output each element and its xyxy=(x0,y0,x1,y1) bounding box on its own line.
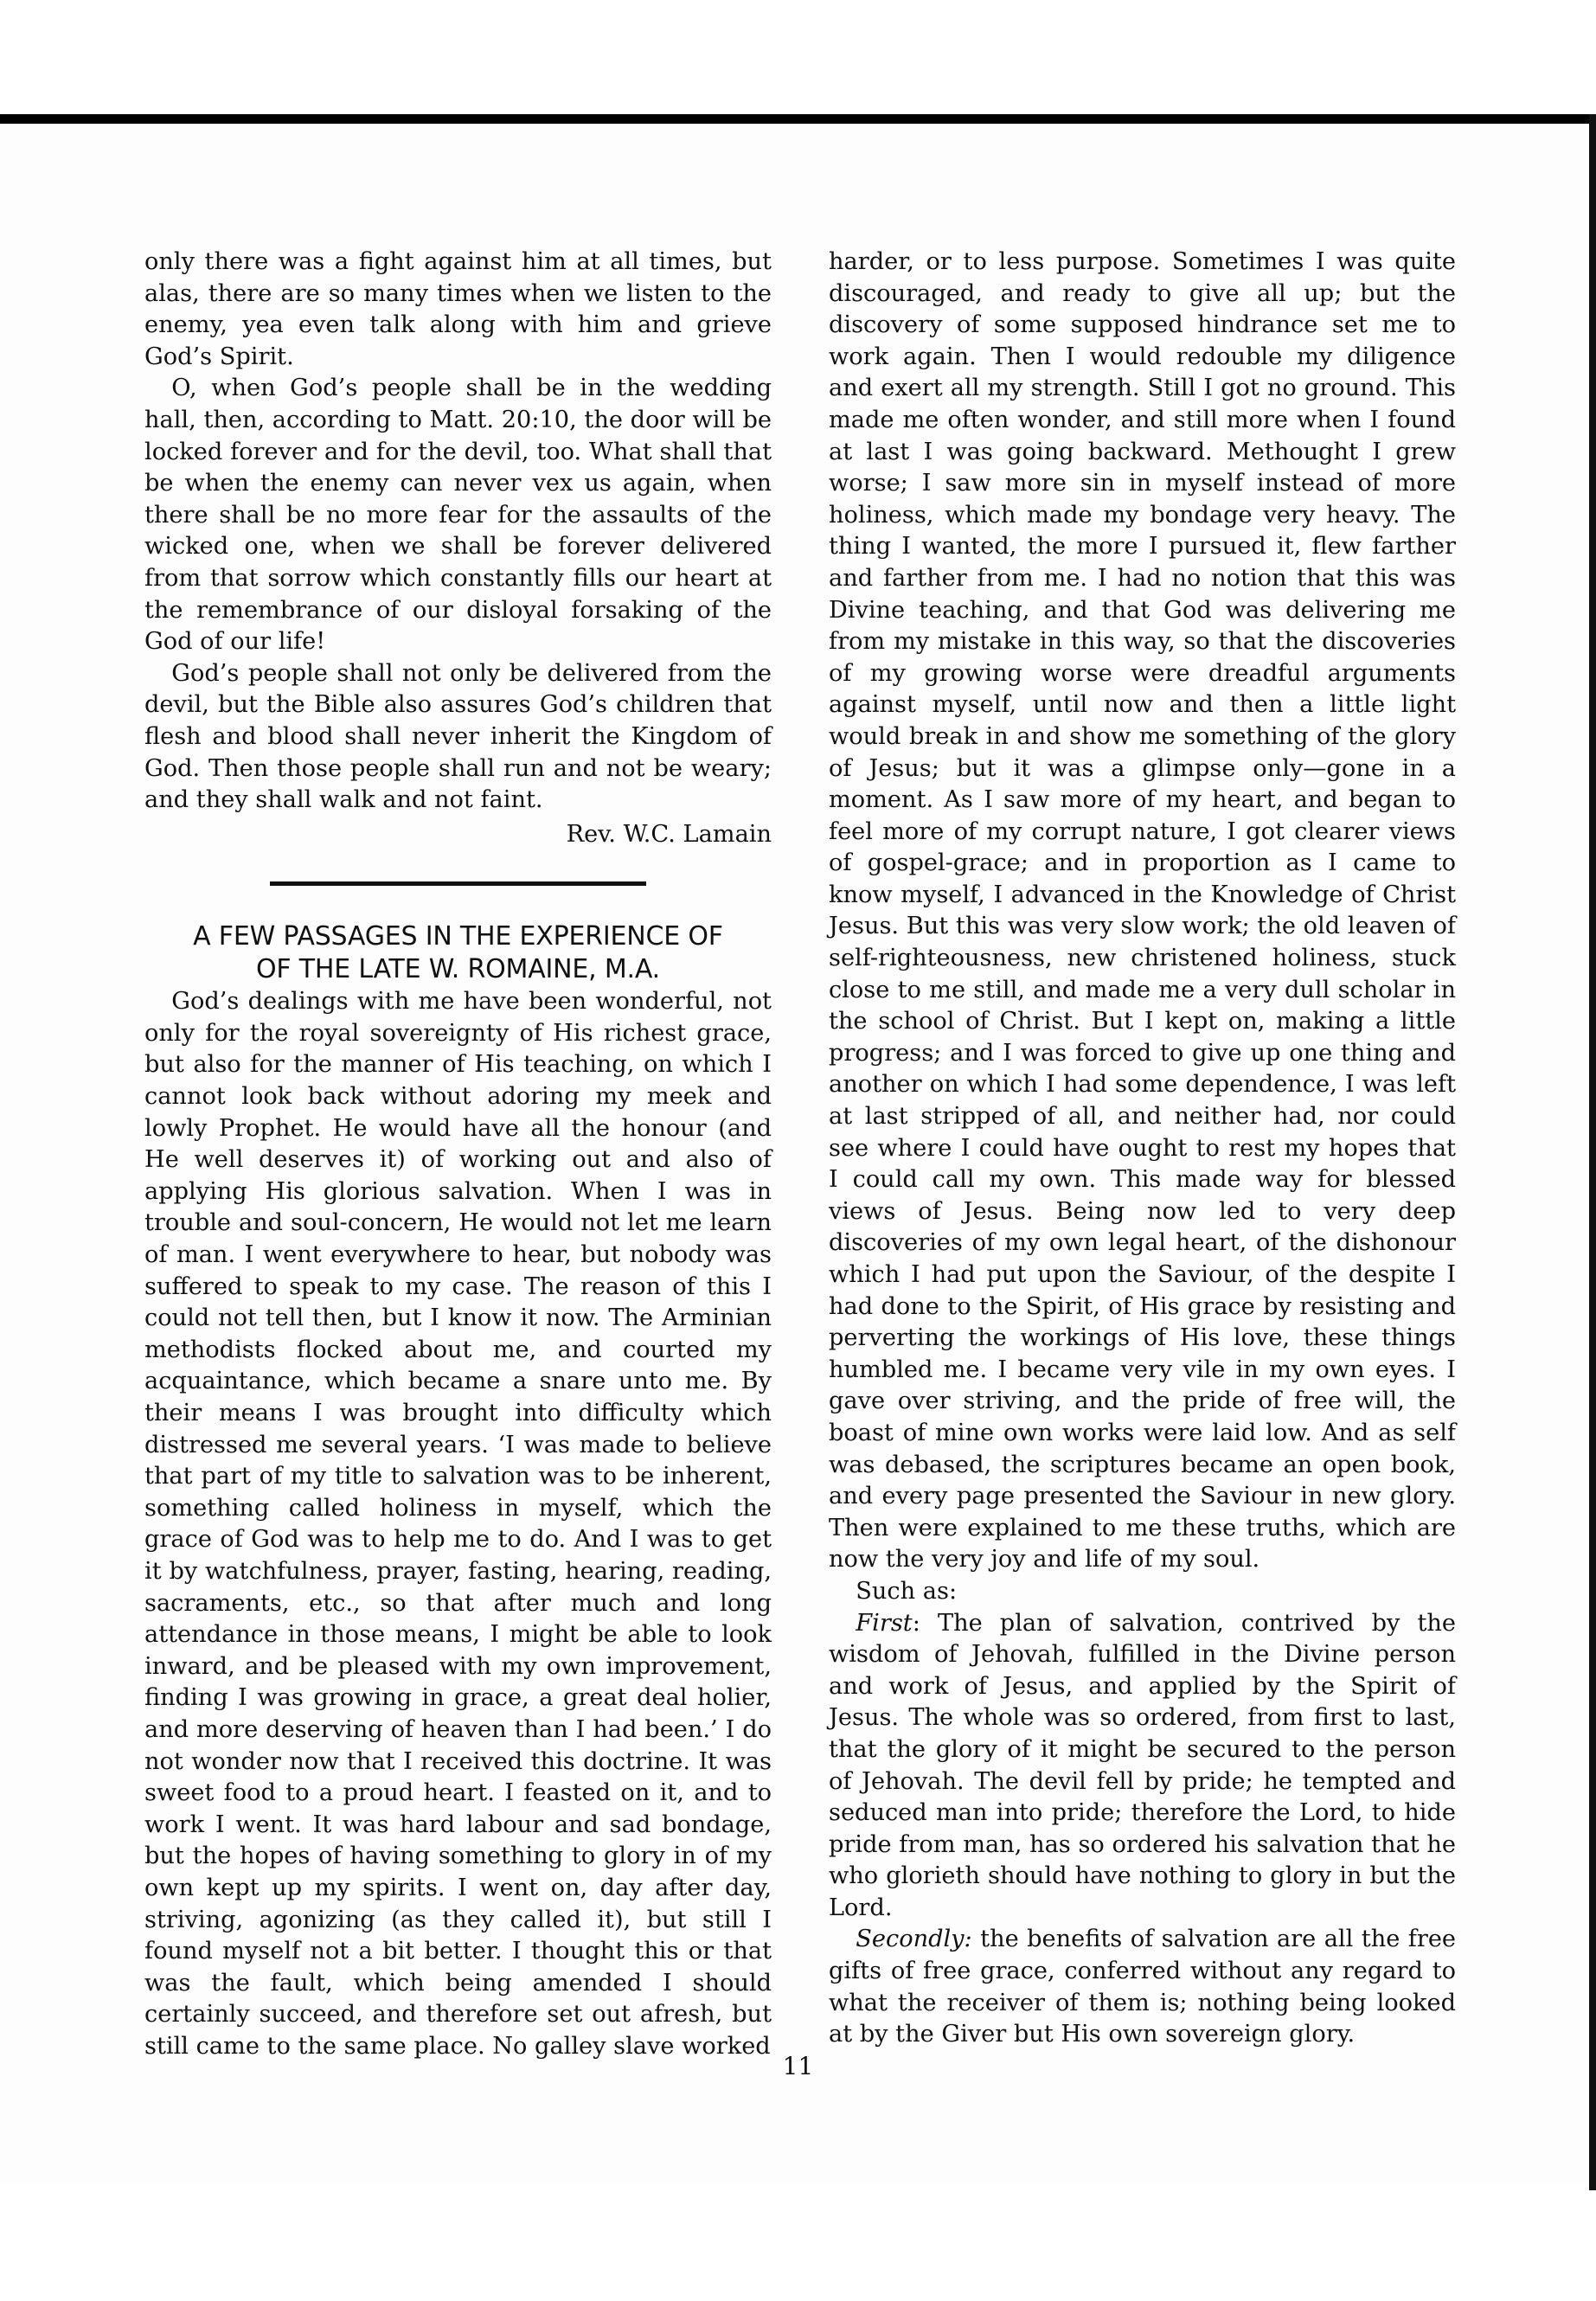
page-top-margin xyxy=(0,0,1596,114)
paragraph: only there was a fight against him at all times, but alas, there are so many times when we listen to the enemy, yea even talk along with him and grieve God’s Spirit. xyxy=(144,248,772,370)
paragraph: O, when God’s people shall be in the wedding hall, then, according to Matt. 20:10, the door will be locked forever and for the devil, too. What shall that be when the enemy can never vex us again, when there shall be no more fear for the assaults of the wicked one, when we shall be forever delivered from that sorrow which constantly fills our heart at the remembrance of our disloyal forsaking of the God of our life! xyxy=(144,375,772,656)
left-column xyxy=(144,247,772,2062)
author-signature: Rev. W.C. Lamain xyxy=(566,820,772,848)
paragraph: God’s dealings with me have been wonderful, not only for the royal sovereignty of His richest grace, but also for the manner of His teaching, on which I cannot look back without adoring my meek and lowly Prophet. He would have all the honour (and He well deserves it) of working out and also of applying His glorious salvation. When I was in trouble and soul-concern, He would not let me learn of man. I went everywhere to hear, but nobody was suffered to speak to my case. The reason of this I could not tell then, but I know it now. The Arminian methodists flocked about me, and courted my acquaintance, which became a snare unto me. By their means I was brought into difficulty which distressed me several years. ‘I was made to believe that part of my title to salvation was to be inherent, something called holiness in myself, which the grace of God was to help me to do. And I was to get it by watchfulness, prayer, fasting, hearing, reading, sacraments, etc., so that after much and long attendance in those means, I might be able to look inward, and be pleased with my own improvement, finding I was growing in grace, a great deal holier, and more deserving of heaven than I had been.’ I do not wonder now that I received this doctrine. It was sweet food to a proud heart. I feasted on it, and to work I went. It was hard labour and sad bondage, but the hopes of having something to glory in of my own kept up my spirits. I went on, day after day, striving, agonizing (as they called it), but still I found myself not a bit better. I thought this or that was the fault, which being amended I should certainly succeed, and therefore set out afresh, but still came to the same place. No galley slave worked xyxy=(144,988,772,2060)
section-divider xyxy=(270,881,646,886)
article-title-line-2: OF THE LATE W. ROMAINE, M.A. xyxy=(255,954,661,985)
emphasis-secondly: Secondly: xyxy=(856,1926,972,1953)
paragraph-text: the benefits of salvation are all the free gifts of free grace, conferred without any regard to what the receiver of them is; nothing being looked at by the Giver but His own sovereign glory. xyxy=(829,1926,1456,2048)
paragraph xyxy=(829,1924,1456,2050)
article-title xyxy=(144,920,772,986)
paragraph: Such as: xyxy=(856,1577,958,1605)
scan-top-border xyxy=(0,114,1596,124)
paragraph: God’s people shall not only be delivered from the devil, but the Bible also assures God’s children that flesh and blood shall never inherit the Kingdom of God. Then those people shall run and not be weary; and they shall walk and not faint. xyxy=(144,659,772,814)
paragraph: harder, or to less purpose. Sometimes I was quite discouraged, and ready to give all up; but the discovery of some supposed hindrance set me to work again. Then I would redouble my diligence and exert all my strength. Still I got no ground. This made me often wonder, and still more when I found at last I was going backward. Methought I grew worse; I saw more sin in myself instead of more holiness, which made my bondage very heavy. The thing I wanted, the more I pursued it, flew farther and farther from me. I had no notion that this was Divine teaching, and that God was delivering me from my mistake in this way, so that the discoveries of my growing worse were dreadful arguments against myself, until now and then a little light would break in and show me something of the glory of Jesus; but it was a glimpse only—gone in a moment. As I saw more of my heart, and began to feel more of my corrupt nature, I got clearer views of gospel-grace; and in proportion as I came to know myself, I advanced in the Knowledge of Christ Jesus. But this was very slow work; the old leaven of self-righteousness, new christened holiness, stuck close to me still, and made me a very dull scholar in the school of Christ. But I kept on, making a little progress; and I was forced to give up one thing and another on which I had some dependence, I was left at last stripped of all, and neither had, nor could see where I could have ought to rest my hopes that I could call my own. This made way for blessed views of Jesus. Being now led to very deep discoveries of my own legal heart, of the dishonour which I had put upon the Saviour, of the despite I had done to the Spirit, of His grace by resisting and perverting the workings of His love, these things humbled me. I became very vile in my own eyes. I gave over striving, and the pride of free will, the boast of mine own works were laid low. And as self was debased, the scriptures became an open book, and every page presented the Saviour in new glory. Then were explained to me these truths, which are now the very joy and life of my soul. xyxy=(829,248,1456,1574)
paragraph xyxy=(829,1608,1456,1925)
scan-right-border xyxy=(1589,114,1596,2190)
right-column xyxy=(829,247,1456,2051)
paragraph-text: : The plan of salvation, contrived by the wisdom of Jehovah, fulfilled in the Divine person and work of Jesus, and applied by the Spirit of Jesus. The whole was so ordered, from first to last, that the glory of it might be secured to the person of Jehovah. The devil fell by pride; he tempted and seduced man into pride; therefore the Lord, to hide pride from man, has so ordered his salvation that he who glorieth should have nothing to glory in but the Lord. xyxy=(829,1609,1456,1921)
page-number: 11 xyxy=(782,2052,814,2080)
emphasis-first: First xyxy=(856,1609,913,1637)
article-title-line-1: A FEW PASSAGES IN THE EXPERIENCE OF xyxy=(193,921,723,952)
